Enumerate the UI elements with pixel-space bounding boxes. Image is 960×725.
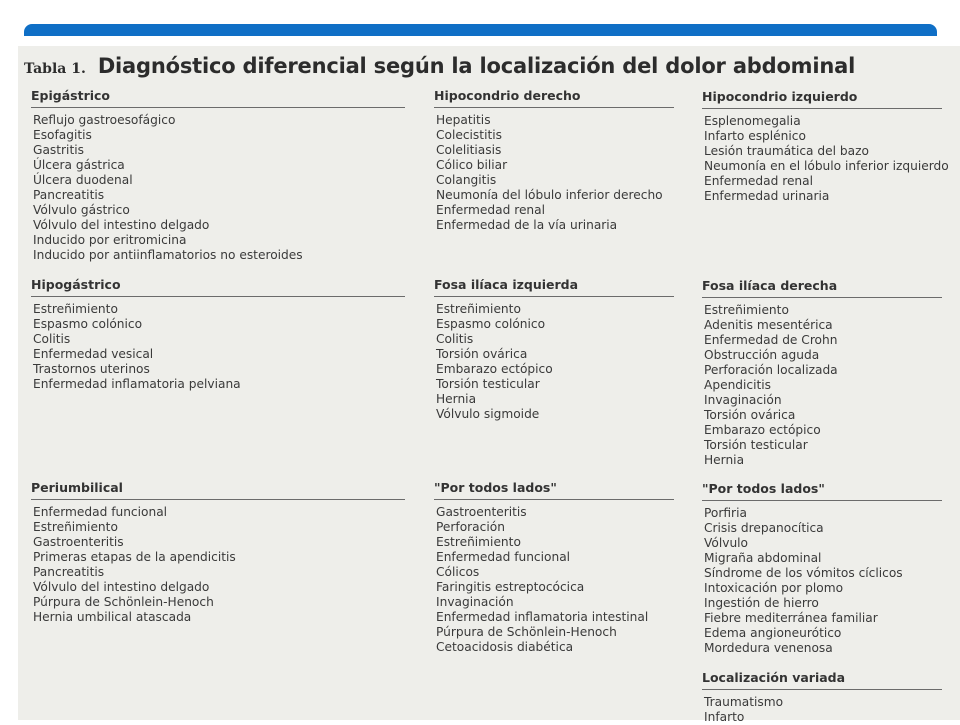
list-item: Intoxicación por plomo <box>704 581 844 595</box>
list-item: Gastroenteritis <box>436 505 527 519</box>
list-item: Vólvulo del intestino delgado <box>33 580 210 594</box>
list-item: Enfermedad urinaria <box>704 189 830 203</box>
list-item: Inducido por antiinflamatorios no esteroides <box>33 248 303 262</box>
section-fosa-iliaca-derecha <box>702 278 942 468</box>
list-item: Apendicitis <box>704 378 772 392</box>
list-item: Enfermedad de Crohn <box>704 333 838 347</box>
list-item: Estreñimiento <box>436 535 521 549</box>
list-item: Faringitis estreptocócica <box>436 580 585 594</box>
list-item: Cólicos <box>436 565 480 579</box>
list-item: Enfermedad renal <box>436 203 546 217</box>
list-item: Hernia <box>436 392 477 406</box>
item-list <box>31 302 405 392</box>
list-item: Vólvulo <box>704 536 749 550</box>
list-item: Perforación localizada <box>704 363 838 377</box>
section-header: Epigástrico <box>31 88 405 108</box>
section-header: Fosa ilíaca derecha <box>702 278 942 298</box>
list-item: Púrpura de Schönlein-Henoch <box>33 595 214 609</box>
list-item: Úlcera gástrica <box>33 158 125 172</box>
list-item: Enfermedad vesical <box>33 347 154 361</box>
list-item: Gastroenteritis <box>33 535 124 549</box>
section-header: "Por todos lados" <box>702 481 942 501</box>
list-item: Enfermedad inflamatoria intestinal <box>436 610 649 624</box>
list-item: Trastornos uterinos <box>33 362 150 376</box>
list-item: Embarazo ectópico <box>436 362 553 376</box>
section-header: Fosa ilíaca izquierda <box>434 277 674 297</box>
section-epigastrico <box>31 88 405 263</box>
list-item: Colecistitis <box>436 128 502 142</box>
section-header: Hipocondrio izquierdo <box>702 89 942 109</box>
list-item: Torsión testicular <box>704 438 808 452</box>
list-item: Crisis drepanocítica <box>704 521 824 535</box>
section-por-todos-lados-1 <box>434 480 674 655</box>
list-item: Síndrome de los vómitos cíclicos <box>704 566 903 580</box>
list-item: Hepatitis <box>436 113 491 127</box>
section-header: Periumbilical <box>31 480 405 500</box>
section-header: Localización variada <box>702 670 942 690</box>
list-item: Reflujo gastroesofágico <box>33 113 176 127</box>
item-list <box>31 505 405 625</box>
list-item: Adenitis mesentérica <box>704 318 833 332</box>
list-item: Pancreatitis <box>33 188 105 202</box>
list-item: Vólvulo sigmoide <box>436 407 540 421</box>
list-item: Enfermedad funcional <box>33 505 168 519</box>
list-item: Traumatismo <box>704 695 784 709</box>
list-item: Infarto <box>704 710 745 724</box>
list-item: Úlcera duodenal <box>33 173 133 187</box>
item-list <box>702 303 942 468</box>
list-item: Obstrucción aguda <box>704 348 820 362</box>
list-item: Hernia <box>704 453 745 467</box>
item-list <box>702 506 942 656</box>
section-hipocondrio-izquierdo <box>702 89 949 204</box>
list-item: Torsión ovárica <box>704 408 796 422</box>
table-label: Tabla 1. <box>24 61 86 77</box>
table-title-text: Diagnóstico diferencial según la localización del dolor abdominal <box>97 54 856 78</box>
section-header: Hipogástrico <box>31 277 405 297</box>
list-item: Perforación <box>436 520 505 534</box>
list-item: Vólvulo gástrico <box>33 203 130 217</box>
item-list <box>31 113 405 263</box>
section-por-todos-lados-2 <box>702 481 942 656</box>
list-item: Inducido por eritromicina <box>33 233 187 247</box>
list-item: Mordedura venenosa <box>704 641 833 655</box>
list-item: Porfiria <box>704 506 747 520</box>
section-fosa-iliaca-izquierda <box>434 277 674 422</box>
list-item: Esofagitis <box>33 128 92 142</box>
top-accent-bar <box>24 24 937 36</box>
section-localizacion-variada <box>702 670 942 725</box>
list-item: Vólvulo del intestino delgado <box>33 218 210 232</box>
section-header: "Por todos lados" <box>434 480 674 500</box>
list-item: Lesión traumática del bazo <box>704 144 869 158</box>
list-item: Colangitis <box>436 173 497 187</box>
list-item: Primeras etapas de la apendicitis <box>33 550 236 564</box>
list-item: Colelitiasis <box>436 143 502 157</box>
list-item: Estreñimiento <box>33 520 118 534</box>
section-periumbilical <box>31 480 405 625</box>
list-item: Espasmo colónico <box>436 317 546 331</box>
list-item: Torsión ovárica <box>436 347 528 361</box>
list-item: Fiebre mediterránea familiar <box>704 611 878 625</box>
list-item: Enfermedad inflamatoria pelviana <box>33 377 241 391</box>
item-list <box>702 114 949 204</box>
table-title <box>24 54 944 84</box>
list-item: Invaginación <box>704 393 782 407</box>
list-item: Esplenomegalia <box>704 114 801 128</box>
list-item: Ingestión de hierro <box>704 596 819 610</box>
list-item: Embarazo ectópico <box>704 423 821 437</box>
list-item: Neumonía en el lóbulo inferior izquierdo <box>704 159 949 173</box>
list-item: Enfermedad funcional <box>436 550 571 564</box>
item-list <box>434 113 674 233</box>
list-item: Gastritis <box>33 143 84 157</box>
list-item: Cetoacidosis diabética <box>436 640 574 654</box>
item-list <box>434 505 674 655</box>
list-item: Colitis <box>33 332 71 346</box>
list-item: Torsión testicular <box>436 377 540 391</box>
list-item: Espasmo colónico <box>33 317 143 331</box>
list-item: Cólico biliar <box>436 158 508 172</box>
list-item: Migraña abdominal <box>704 551 822 565</box>
list-item: Invaginación <box>436 595 514 609</box>
section-hipogastrico <box>31 277 405 392</box>
list-item: Estreñimiento <box>704 303 789 317</box>
list-item: Estreñimiento <box>33 302 118 316</box>
list-item: Estreñimiento <box>436 302 521 316</box>
item-list <box>434 302 674 422</box>
section-hipocondrio-derecho <box>434 88 674 233</box>
list-item: Infarto esplénico <box>704 129 806 143</box>
section-header: Hipocondrio derecho <box>434 88 674 108</box>
list-item: Enfermedad renal <box>704 174 814 188</box>
list-item: Colitis <box>436 332 474 346</box>
list-item: Neumonía del lóbulo inferior derecho <box>436 188 663 202</box>
list-item: Pancreatitis <box>33 565 105 579</box>
list-item: Púrpura de Schönlein-Henoch <box>436 625 617 639</box>
list-item: Edema angioneurótico <box>704 626 842 640</box>
item-list <box>702 695 942 725</box>
list-item: Hernia umbilical atascada <box>33 610 192 624</box>
list-item: Enfermedad de la vía urinaria <box>436 218 618 232</box>
